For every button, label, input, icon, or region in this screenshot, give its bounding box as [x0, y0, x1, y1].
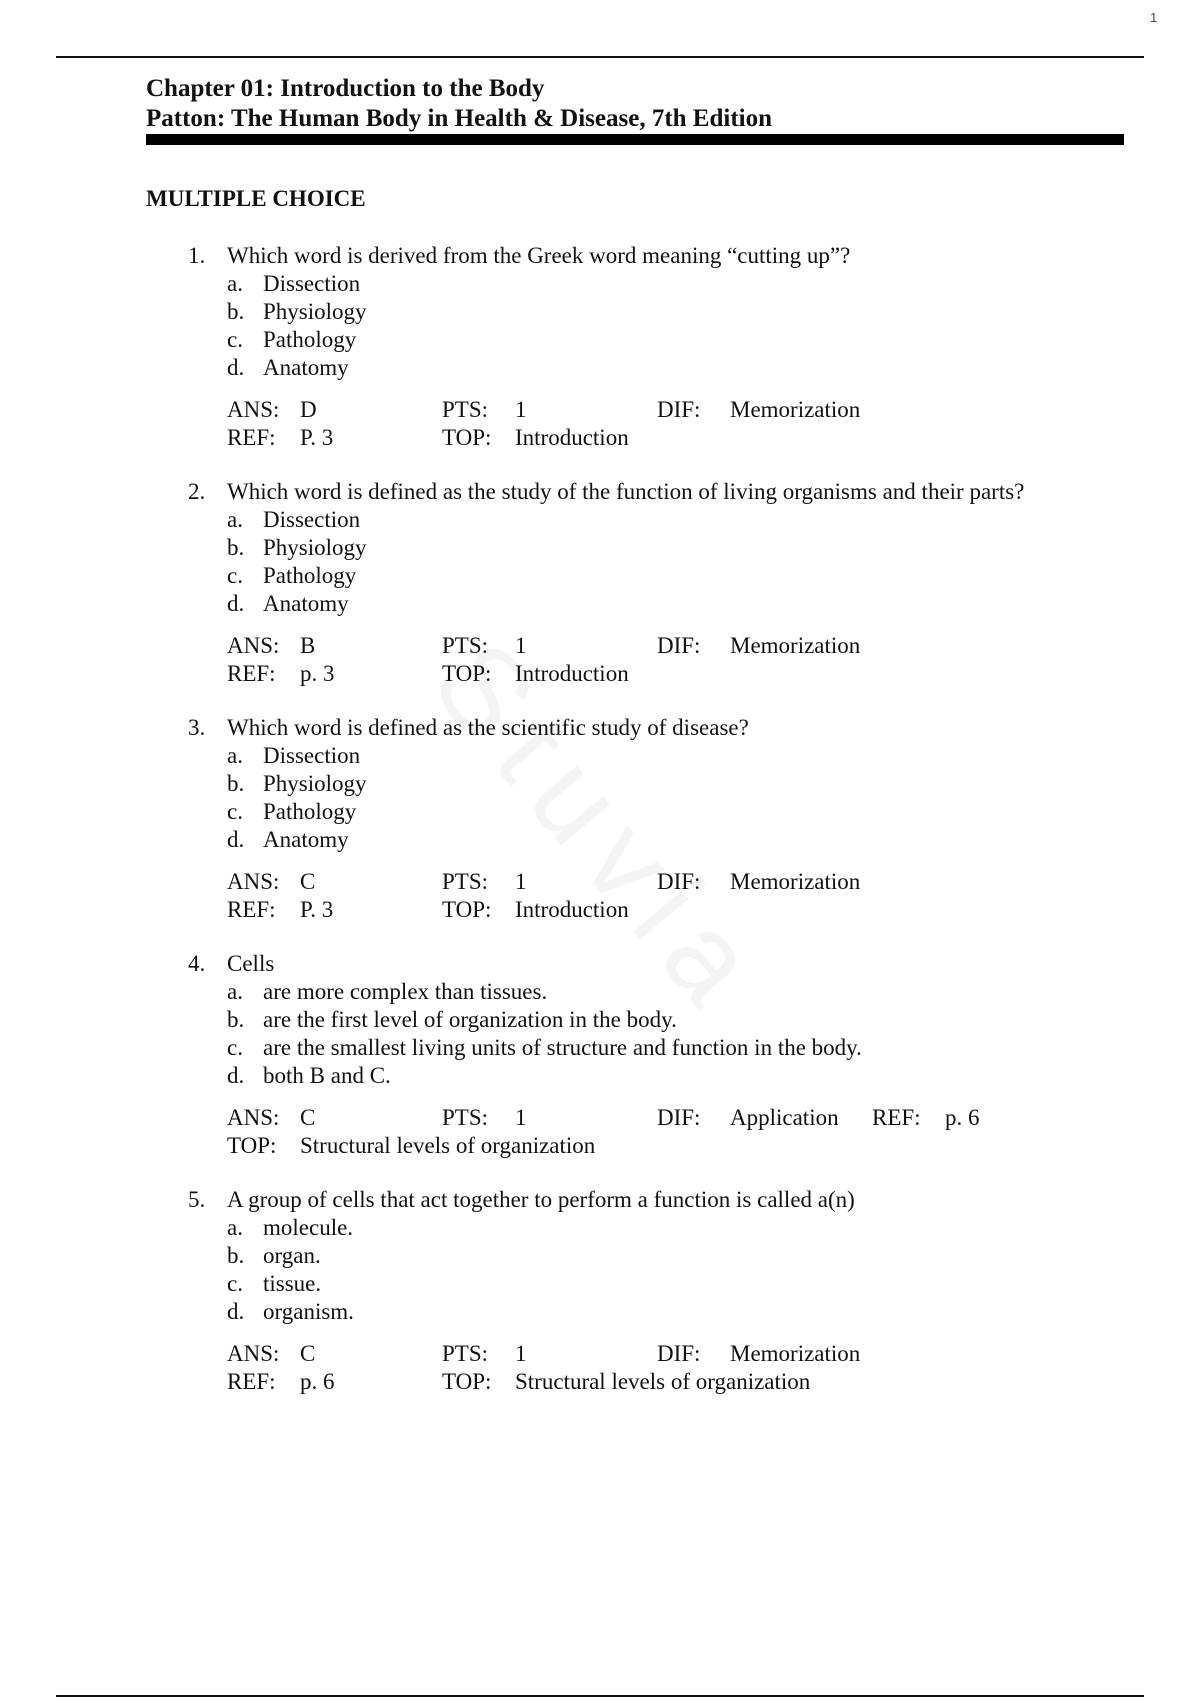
option-text: are more complex than tissues.: [263, 979, 548, 1004]
option-a: [0, 1214, 1200, 1242]
option-letter: c.: [227, 327, 243, 352]
ans-value: C: [300, 869, 316, 894]
top-value: Introduction: [515, 661, 629, 686]
option-b: [0, 298, 1200, 326]
ref-value: p. 3: [300, 661, 335, 686]
ans-label: ANS:: [227, 1105, 280, 1130]
option-letter: c.: [227, 799, 243, 824]
pts-value: 1: [515, 1105, 527, 1130]
answer-metadata: [0, 632, 1200, 688]
option-text: molecule.: [263, 1215, 354, 1240]
option-text: both B and C.: [263, 1063, 391, 1088]
option-a: [0, 506, 1200, 534]
option-letter: a.: [227, 1215, 243, 1240]
dif-label: DIF:: [657, 869, 701, 894]
pts-label: PTS:: [442, 633, 489, 658]
question-stem: [0, 242, 1200, 270]
question-text: Which word is derived from the Greek word meaning “cutting up”?: [227, 243, 851, 268]
pts-value: 1: [515, 633, 527, 658]
meta-row: [0, 424, 1200, 452]
option-d: [0, 826, 1200, 854]
pts-label: PTS:: [442, 1341, 489, 1366]
option-letter: a.: [227, 743, 243, 768]
top-value: Structural levels of organization: [300, 1133, 596, 1158]
dif-value: Memorization: [730, 869, 861, 894]
question-text: Cells: [227, 951, 275, 976]
option-letter: d.: [227, 827, 245, 852]
meta-row: [0, 396, 1200, 424]
ref-value: p. 6: [945, 1105, 980, 1130]
meta-row: [0, 660, 1200, 688]
book-title: Patton: The Human Body in Health & Disease, 7th Edition: [146, 105, 773, 132]
question-stem: [0, 950, 1200, 978]
option-text: Pathology: [263, 799, 357, 824]
option-d: [0, 1298, 1200, 1326]
option-d: [0, 1062, 1200, 1090]
option-letter: b.: [227, 299, 245, 324]
option-letter: b.: [227, 535, 245, 560]
ans-label: ANS:: [227, 397, 280, 422]
option-a: [0, 742, 1200, 770]
option-c: [0, 1270, 1200, 1298]
meta-row: [0, 1368, 1200, 1396]
meta-row: [0, 868, 1200, 896]
top-value: Introduction: [515, 425, 629, 450]
option-b: [0, 534, 1200, 562]
section-title: MULTIPLE CHOICE: [146, 186, 366, 211]
question-1: [0, 242, 1200, 452]
option-text: Dissection: [263, 271, 361, 296]
option-d: [0, 590, 1200, 618]
ref-label: REF:: [227, 425, 276, 450]
ref-label: REF:: [227, 1369, 276, 1394]
option-d: [0, 354, 1200, 382]
option-text: Physiology: [263, 299, 367, 324]
question-4: [0, 950, 1200, 1160]
page-number: 1: [1150, 10, 1158, 25]
top-label: TOP:: [227, 1133, 277, 1158]
option-letter: d.: [227, 355, 245, 380]
top-label: TOP:: [442, 897, 492, 922]
option-c: [0, 798, 1200, 826]
question-text: A group of cells that act together to perform a function is called a(n): [227, 1187, 855, 1212]
option-letter: a.: [227, 507, 243, 532]
pts-value: 1: [515, 1341, 527, 1366]
option-letter: d.: [227, 591, 245, 616]
option-text: Anatomy: [263, 355, 349, 380]
pts-value: 1: [515, 869, 527, 894]
question-stem: [0, 478, 1200, 506]
option-b: [0, 770, 1200, 798]
option-letter: c.: [227, 563, 243, 588]
pts-label: PTS:: [442, 1105, 489, 1130]
option-text: organ.: [263, 1243, 321, 1268]
option-text: Dissection: [263, 507, 361, 532]
option-letter: a.: [227, 271, 243, 296]
meta-row: [0, 632, 1200, 660]
option-text: tissue.: [263, 1271, 322, 1296]
meta-row: [0, 1104, 1200, 1132]
ans-value: C: [300, 1105, 316, 1130]
ref-label: REF:: [872, 1105, 921, 1130]
question-text: Which word is defined as the scientific study of disease?: [227, 715, 749, 740]
question-number: 2.: [188, 479, 206, 504]
option-text: Pathology: [263, 327, 357, 352]
ref-value: p. 6: [300, 1369, 335, 1394]
ans-label: ANS:: [227, 1341, 280, 1366]
option-a: [0, 978, 1200, 1006]
dif-label: DIF:: [657, 397, 701, 422]
option-text: organism.: [263, 1299, 354, 1324]
pts-label: PTS:: [442, 869, 489, 894]
option-c: [0, 562, 1200, 590]
dif-label: DIF:: [657, 1341, 701, 1366]
dif-label: DIF:: [657, 1105, 701, 1130]
question-stem: [0, 1186, 1200, 1214]
ans-value: B: [300, 633, 316, 658]
top-label: TOP:: [442, 1369, 492, 1394]
ref-value: P. 3: [300, 897, 334, 922]
ans-value: D: [300, 397, 317, 422]
question-number: 4.: [188, 951, 206, 976]
question-number: 5.: [188, 1187, 206, 1212]
option-text: Anatomy: [263, 591, 349, 616]
question-number: 1.: [188, 243, 206, 268]
top-label: TOP:: [442, 425, 492, 450]
pts-label: PTS:: [442, 397, 489, 422]
header-bar: [146, 134, 1124, 145]
ref-label: REF:: [227, 897, 276, 922]
answer-metadata: [0, 1104, 1200, 1160]
ans-value: C: [300, 1341, 316, 1366]
meta-row: [0, 896, 1200, 924]
dif-value: Application: [730, 1105, 839, 1130]
option-letter: c.: [227, 1035, 243, 1060]
option-b: [0, 1006, 1200, 1034]
meta-row: [0, 1132, 1200, 1160]
option-letter: d.: [227, 1299, 245, 1324]
option-letter: d.: [227, 1063, 245, 1088]
question-stem: [0, 714, 1200, 742]
ans-label: ANS:: [227, 869, 280, 894]
option-a: [0, 270, 1200, 298]
chapter-title: Chapter 01: Introduction to the Body: [146, 75, 545, 102]
bottom-rule: [56, 1695, 1144, 1697]
option-letter: b.: [227, 771, 245, 796]
answer-metadata: [0, 396, 1200, 452]
question-number: 3.: [188, 715, 206, 740]
question-5: [0, 1186, 1200, 1396]
option-text: Pathology: [263, 563, 357, 588]
question-text: Which word is defined as the study of the function of living organisms and their parts?: [227, 479, 1025, 504]
top-value: Structural levels of organization: [515, 1369, 811, 1394]
answer-metadata: [0, 868, 1200, 924]
dif-value: Memorization: [730, 397, 861, 422]
option-text: are the smallest living units of structure and function in the body.: [263, 1035, 862, 1060]
option-text: Physiology: [263, 535, 367, 560]
meta-row: [0, 1340, 1200, 1368]
option-letter: c.: [227, 1271, 243, 1296]
top-rule: [56, 56, 1144, 58]
option-letter: a.: [227, 979, 243, 1004]
option-text: Physiology: [263, 771, 367, 796]
ref-label: REF:: [227, 661, 276, 686]
option-text: Anatomy: [263, 827, 349, 852]
option-c: [0, 1034, 1200, 1062]
top-label: TOP:: [442, 661, 492, 686]
question-list: [0, 242, 1200, 1422]
top-value: Introduction: [515, 897, 629, 922]
answer-metadata: [0, 1340, 1200, 1396]
pts-value: 1: [515, 397, 527, 422]
question-3: [0, 714, 1200, 924]
option-text: are the first level of organization in the body.: [263, 1007, 677, 1032]
option-c: [0, 326, 1200, 354]
dif-label: DIF:: [657, 633, 701, 658]
ans-label: ANS:: [227, 633, 280, 658]
document-header: [146, 74, 1124, 134]
option-letter: b.: [227, 1243, 245, 1268]
ref-value: P. 3: [300, 425, 334, 450]
option-text: Dissection: [263, 743, 361, 768]
question-2: [0, 478, 1200, 688]
option-b: [0, 1242, 1200, 1270]
option-letter: b.: [227, 1007, 245, 1032]
dif-value: Memorization: [730, 633, 861, 658]
dif-value: Memorization: [730, 1341, 861, 1366]
